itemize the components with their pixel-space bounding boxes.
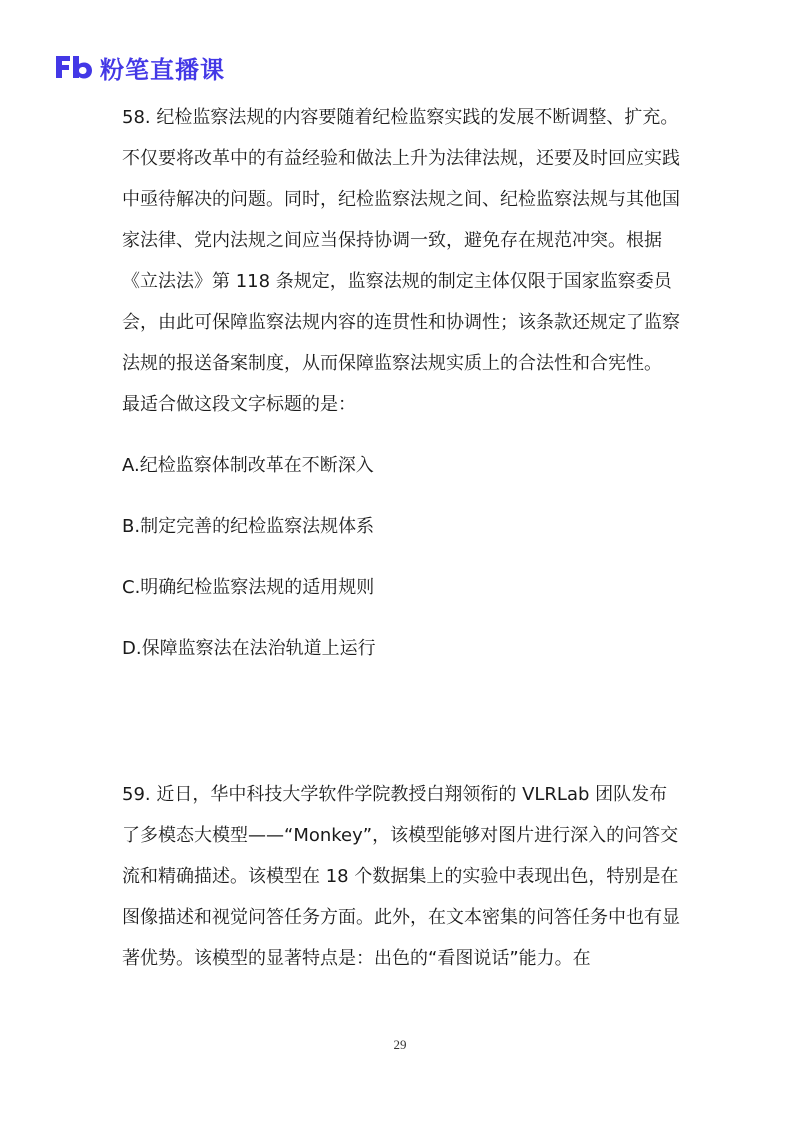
brand-header: [52, 50, 225, 84]
question-59-stem: 59. 近日，华中科技大学软件学院教授白翔领衔的 VLRLab 团队发布了多模态大模型——“Monkey”，该模型能够对图片进行深入的问答交流和精确描述。该模型在 18 个数据集上的实验中表现出色，特别是在图像描述和视觉问答任务方面。此外，在文本密集的问答任务中也有显著优势。该模型的显著特点是：出色的“看图说话”能力。在: [122, 784, 680, 969]
question-58-option-b: B.制定完善的纪检监察法规体系: [122, 516, 375, 537]
question-58-prompt: 最适合做这段文字标题的是：: [122, 394, 356, 415]
page-content: [122, 97, 682, 979]
brand-name: 粉笔直播课: [100, 55, 225, 84]
question-58-option-c: C.明确纪检监察法规的适用规则: [122, 577, 375, 598]
question-58-option-a: A.纪检监察体制改革在不断深入: [122, 455, 374, 476]
question-58-stem: 58. 纪检监察法规的内容要随着纪检监察实践的发展不断调整、扩充。不仅要将改革中的有益经验和做法上升为法律法规，还要及时回应实践中亟待解决的问题。同时，纪检监察法规之间、纪检监察法规与其他国家法律、党内法规之间应当保持协调一致，避免存在规范冲突。根据《立法法》第 118 条规定，监察法规的制定主体仅限于国家监察委员会，由此可保障监察法规内容的连贯性和协调性；该条款还规定了监察法规的报送备案制度，从而保障监察法规实质上的合法性和合宪性。: [122, 107, 680, 374]
page-number: 29: [393, 1037, 407, 1052]
question-58-option-d: D.保障监察法在法治轨道上运行: [122, 638, 376, 659]
fb-logo-icon: [52, 52, 94, 82]
